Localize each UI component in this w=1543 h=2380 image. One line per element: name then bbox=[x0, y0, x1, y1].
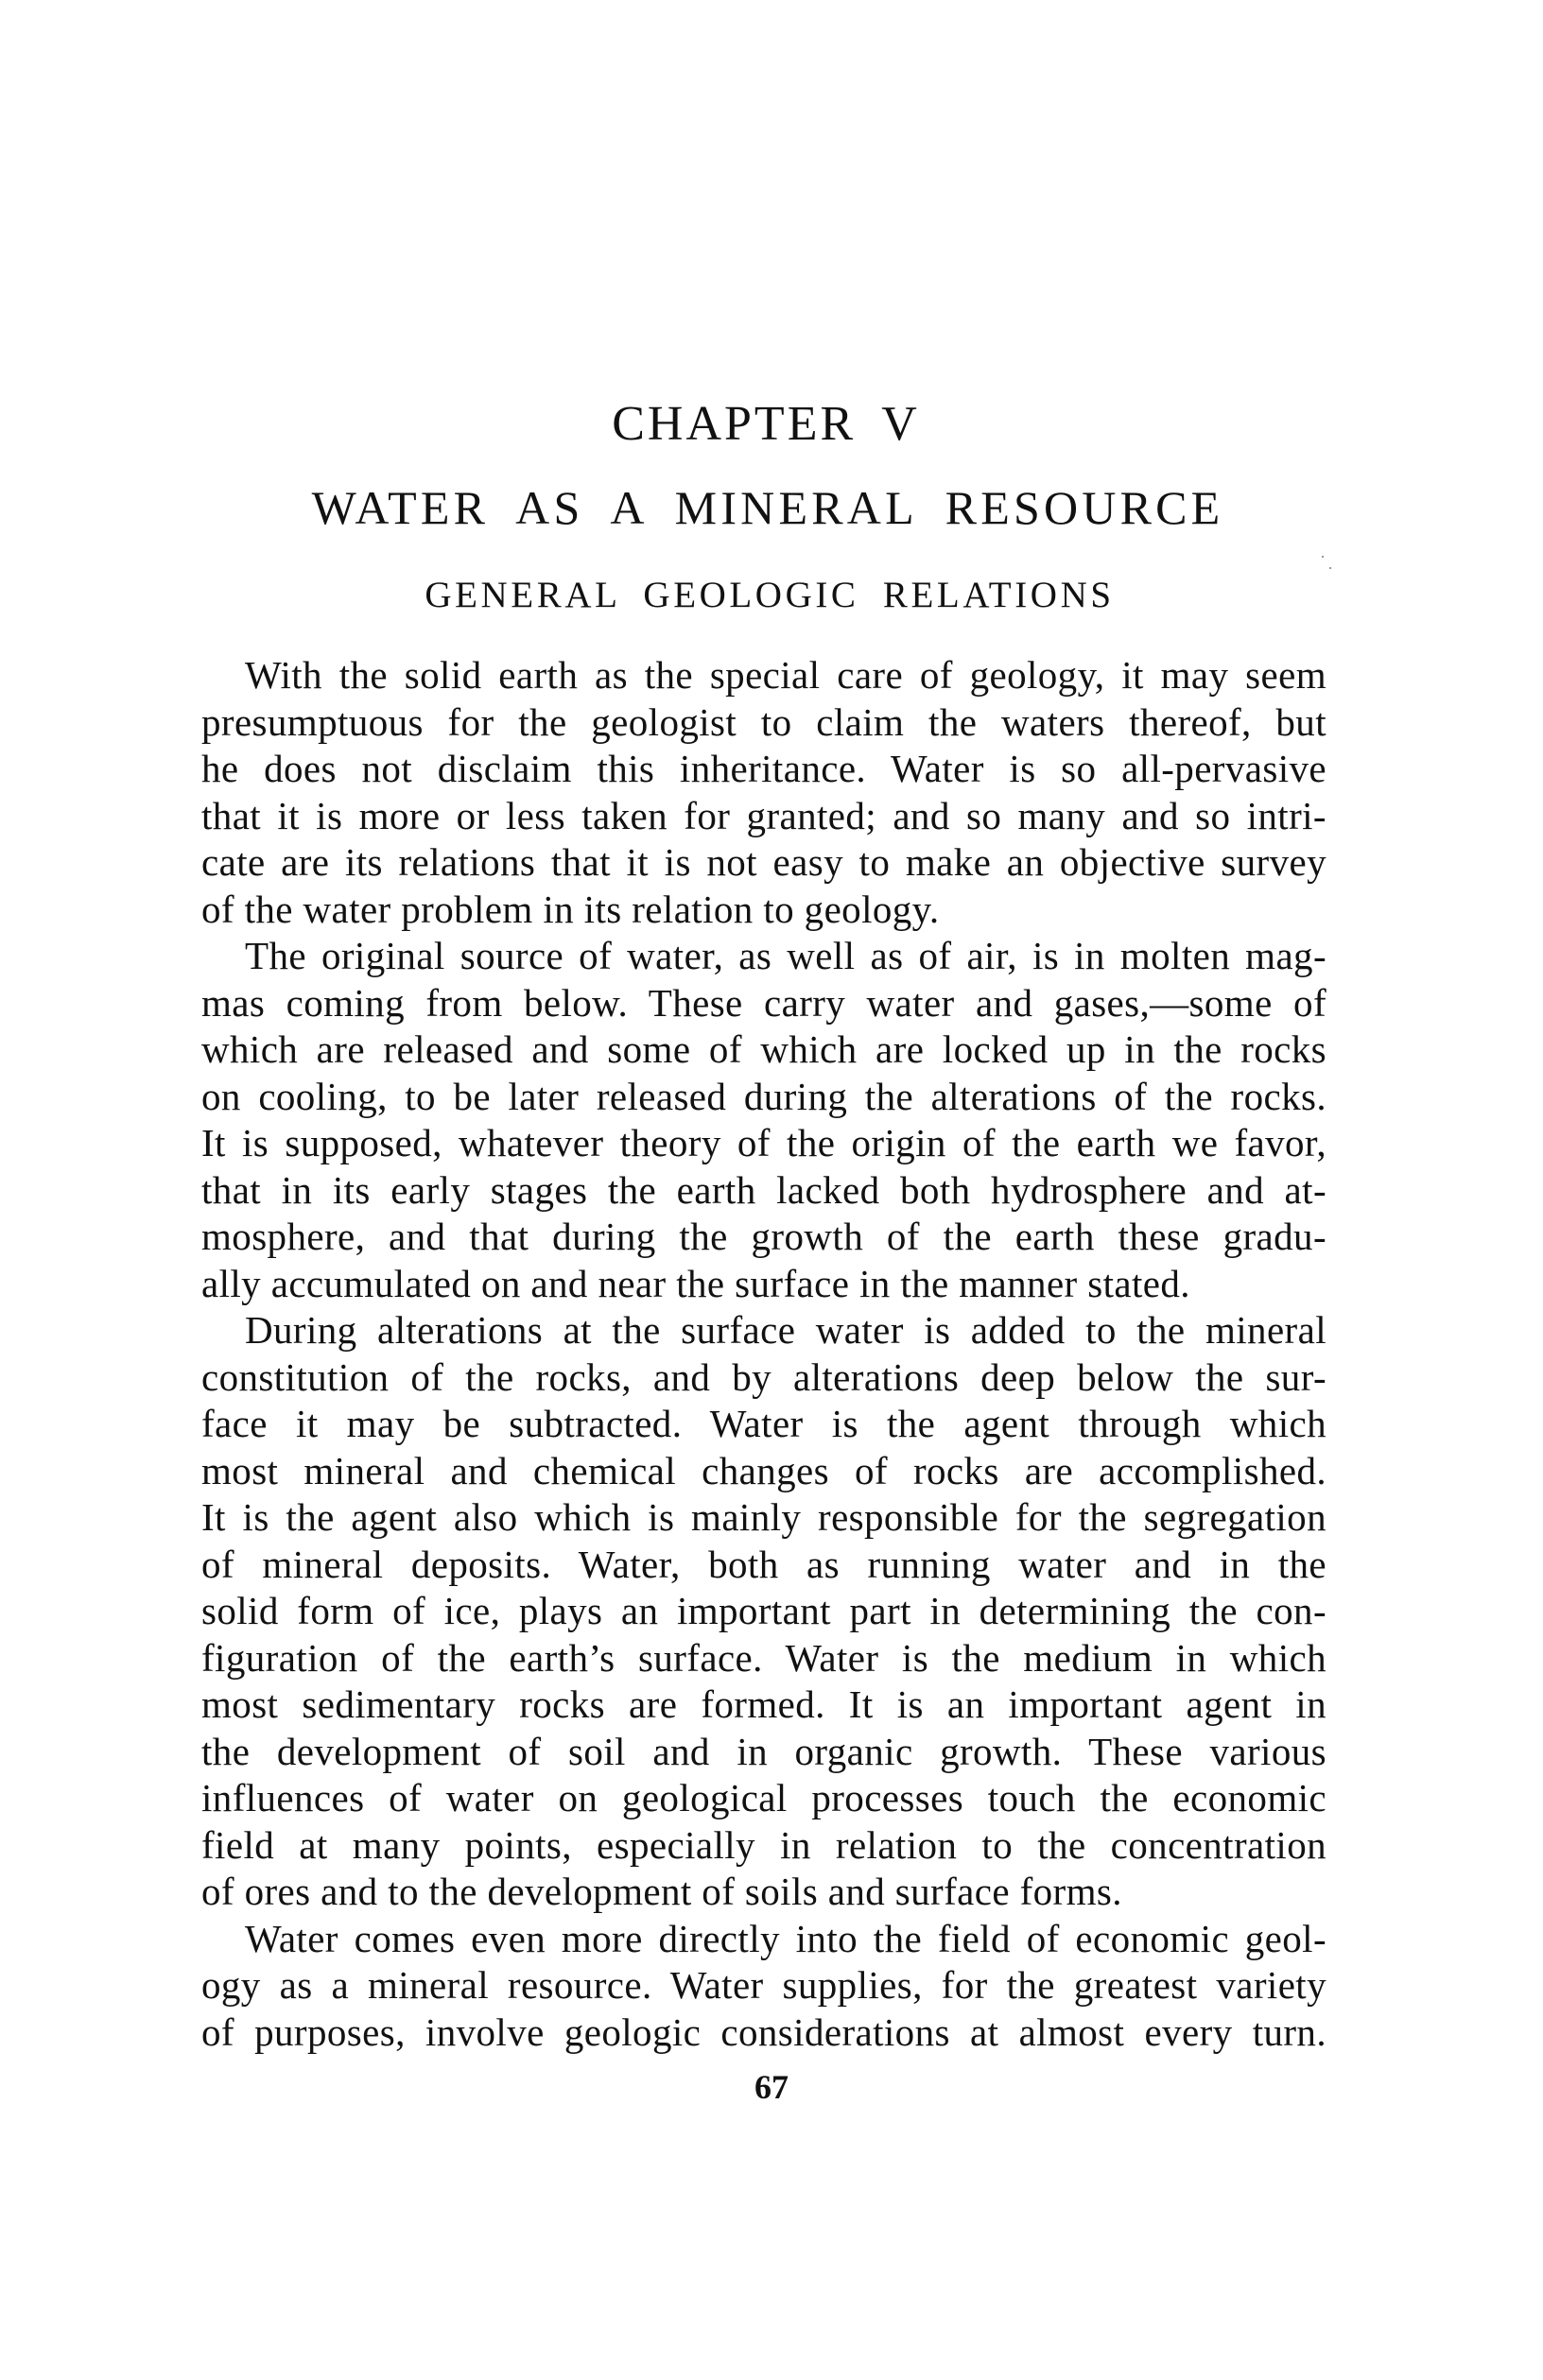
scan-speck bbox=[1329, 567, 1331, 569]
text-line: figuration of the earth’s surface. Water is the medium in which bbox=[201, 1635, 1326, 1680]
text-line: presumptuous for the geologist to claim the waters thereof, but bbox=[201, 699, 1326, 744]
page-number: 67 bbox=[754, 2068, 789, 2106]
text-line: The original source of water, as well as of air, is in molten mag- bbox=[245, 934, 1326, 977]
text-line: cate are its relations that it is not easy to make an objective survey bbox=[201, 840, 1326, 884]
text-line: During alterations at the surface water is added to the mineral bbox=[245, 1308, 1326, 1352]
text-line: constitution of the rocks, and by alterations deep below the sur- bbox=[201, 1354, 1326, 1399]
text-line: It is the agent also which is mainly responsible for the segregation bbox=[201, 1495, 1326, 1539]
text-line: ogy as a mineral resource. Water supplies, for the greatest variety bbox=[201, 1963, 1326, 2007]
text-line: mosphere, and that during the growth of the earth these gradu- bbox=[201, 1215, 1326, 1258]
scan-speck bbox=[1322, 556, 1324, 558]
text-line: of the water problem in its relation to geology. bbox=[201, 887, 940, 931]
text-line: most mineral and chemical changes of rocks are accomplished. bbox=[201, 1448, 1326, 1492]
text-line: the development of soil and in organic growth. These various bbox=[201, 1729, 1326, 1773]
text-line: solid form of ice, plays an important part in determining the con- bbox=[201, 1589, 1326, 1632]
paragraph-4 bbox=[201, 1916, 1326, 2057]
paragraph-3 bbox=[201, 1307, 1326, 1916]
text-line: on cooling, to be later released during the alterations of the rocks. bbox=[201, 1074, 1326, 1118]
chapter-label: CHAPTER V bbox=[612, 397, 920, 451]
text-line: that in its early stages the earth lacked both hydrosphere and at- bbox=[201, 1167, 1326, 1212]
text-line: It is supposed, whatever theory of the origin of the earth we favor, bbox=[201, 1121, 1326, 1164]
paragraph-2 bbox=[201, 933, 1326, 1307]
text-line: With the solid earth as the special care of geology, it may seem bbox=[245, 653, 1326, 697]
text-line: field at many points, especially in relation to the concentration bbox=[201, 1822, 1326, 1867]
text-line: Water comes even more directly into the field of economic geol- bbox=[245, 1916, 1326, 1960]
paragraph-1 bbox=[201, 652, 1326, 933]
text-line: mas coming from below. These carry water and gases,—some of bbox=[201, 980, 1326, 1025]
text-line: he does not disclaim this inheritance. Water is so all-pervasive bbox=[201, 747, 1326, 790]
text-line: face it may be subtracted. Water is the agent through which bbox=[201, 1402, 1326, 1445]
section-title: GENERAL GEOLOGIC RELATIONS bbox=[425, 575, 1115, 615]
text-line: most sedimentary rocks are formed. It is an important agent in bbox=[201, 1682, 1326, 1726]
body-text bbox=[201, 652, 1326, 2056]
text-line: of ores and to the development of soils and surface forms. bbox=[201, 1870, 1122, 1913]
text-line: of mineral deposits. Water, both as running water and in the bbox=[201, 1542, 1326, 1586]
text-line: ally accumulated on and near the surface in the manner stated. bbox=[201, 1261, 1190, 1305]
text-line: influences of water on geological processes touch the economic bbox=[201, 1776, 1326, 1819]
chapter-title: WATER AS A MINERAL RESOURCE bbox=[311, 481, 1224, 534]
text-line: which are released and some of which are locked up in the rocks bbox=[201, 1027, 1326, 1071]
text-line: that it is more or less taken for granted; and so many and so intri- bbox=[201, 793, 1326, 837]
text-line: of purposes, involve geologic considerations at almost every turn. bbox=[201, 2009, 1326, 2054]
